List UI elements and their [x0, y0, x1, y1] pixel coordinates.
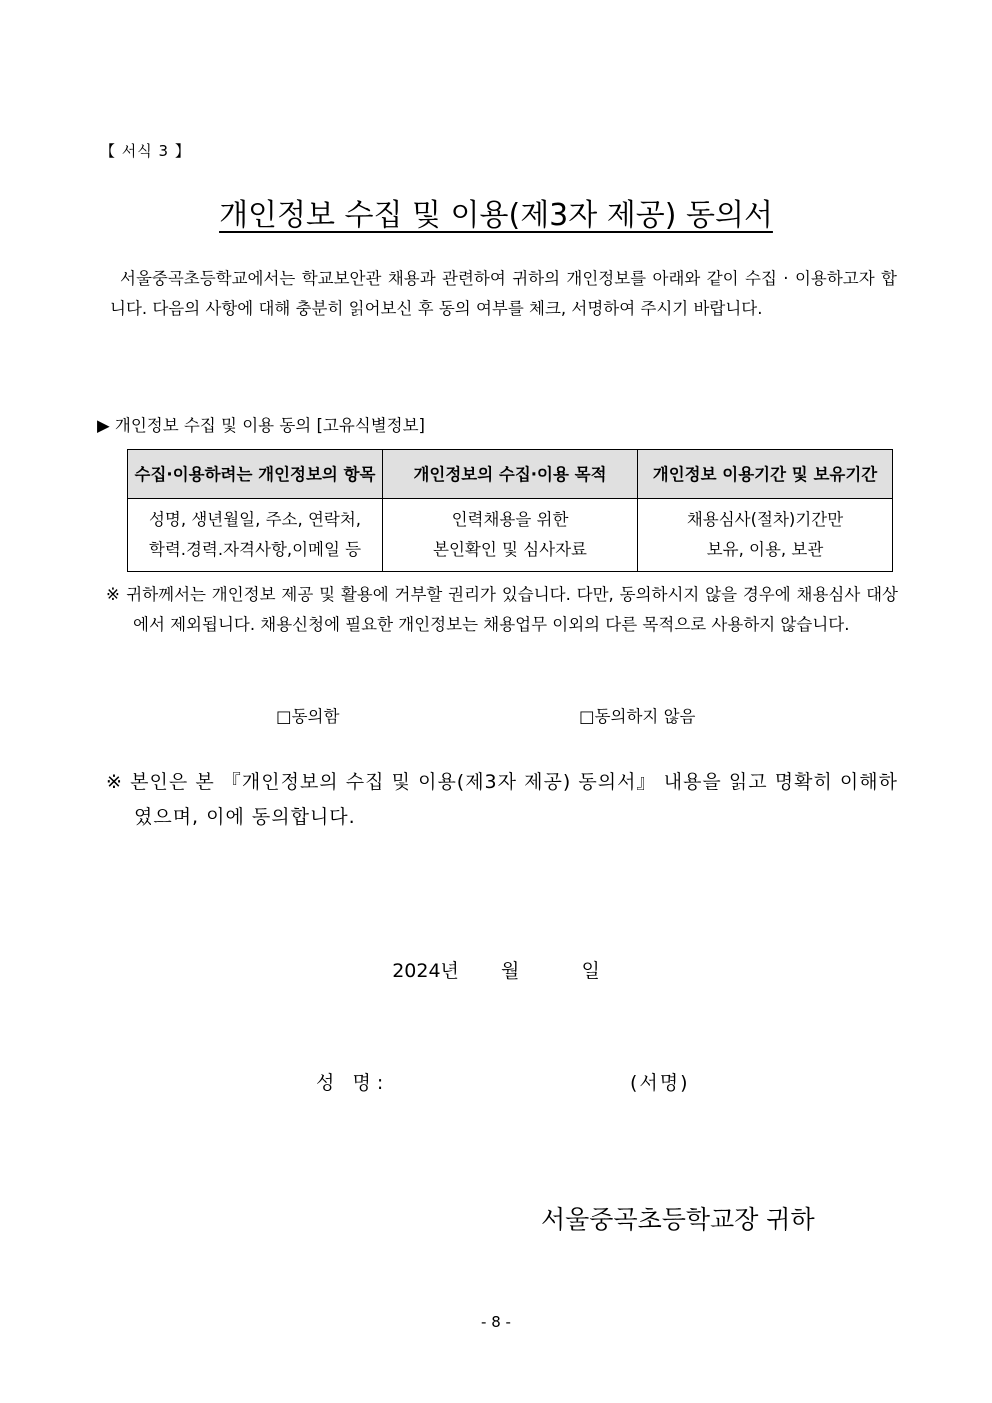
document-title: [0, 190, 992, 234]
cell-purpose: [383, 499, 638, 572]
checkbox-icon: □: [276, 707, 292, 726]
cell-items: [128, 499, 383, 572]
cell-line: 인력채용을 위한: [451, 510, 569, 529]
date-year: 2024년: [392, 960, 459, 982]
signature-label: 성 명 :: [316, 1072, 384, 1094]
intro-paragraph: 서울중곡초등학교에서는 학교보안관 채용과 관련하여 귀하의 개인정보를 아래와 같이 수집 · 이용하고자 합니다. 다음의 사항에 대해 충분히 읽어보신 후 동의 여부를 체크, 서명하여 주시기 바랍니다.: [110, 269, 897, 318]
date-line: [0, 956, 992, 983]
disagree-checkbox[interactable]: [579, 703, 695, 727]
cell-line: 성명, 생년월일, 주소, 연락처,: [148, 510, 362, 529]
cell-line: 본인확인 및 심사자료: [433, 540, 587, 559]
agree-checkbox[interactable]: [276, 703, 339, 727]
header-purpose: 개인정보의 수집·이용 목적: [383, 450, 638, 499]
header-items: 수집·이용하려는 개인정보의 항목: [128, 450, 383, 499]
consent-table: [127, 449, 893, 572]
cell-line: 학력.경력.자격사항,이메일 등: [148, 540, 362, 559]
date-month: 월: [501, 960, 520, 982]
form-label: 【 서식 3 】: [100, 142, 191, 160]
table-header-row: [128, 450, 893, 499]
recipient: 서울중곡초등학교장 귀하: [541, 1205, 815, 1234]
agree-label: 동의함: [291, 707, 340, 726]
table-row: [128, 499, 893, 572]
section-heading: ▶ 개인정보 수집 및 이용 동의 [고유식별정보]: [97, 416, 425, 435]
cell-line: 보유, 이용, 보관: [706, 540, 824, 559]
title-text: 개인정보 수집 및 이용(제3자 제공) 동의서: [219, 198, 773, 233]
disagree-label: 동의하지 않음: [594, 707, 696, 726]
checkbox-icon: □: [579, 707, 595, 726]
signature-field[interactable]: (서명): [630, 1072, 690, 1094]
cell-line: 채용심사(절차)기간만: [686, 510, 844, 529]
header-period: 개인정보 이용기간 및 보유기간: [638, 450, 893, 499]
confirmation-statement: ※ 본인은 본 『개인정보의 수집 및 이용(제3자 제공) 동의서』 내용을 읽고 명확히 이해하였으며, 이에 동의합니다.: [106, 771, 898, 828]
date-day: 일: [581, 960, 600, 982]
cell-period: [638, 499, 893, 572]
notice-paragraph: ※ 귀하께서는 개인정보 제공 및 활용에 거부할 권리가 있습니다. 다만, 동의하시지 않을 경우에 채용심사 대상에서 제외됩니다. 채용신청에 필요한 개인정보는 채용업무 이외의 다른 목적으로 사용하지 않습니다.: [106, 585, 898, 634]
page-number: - 8 -: [481, 1313, 511, 1331]
